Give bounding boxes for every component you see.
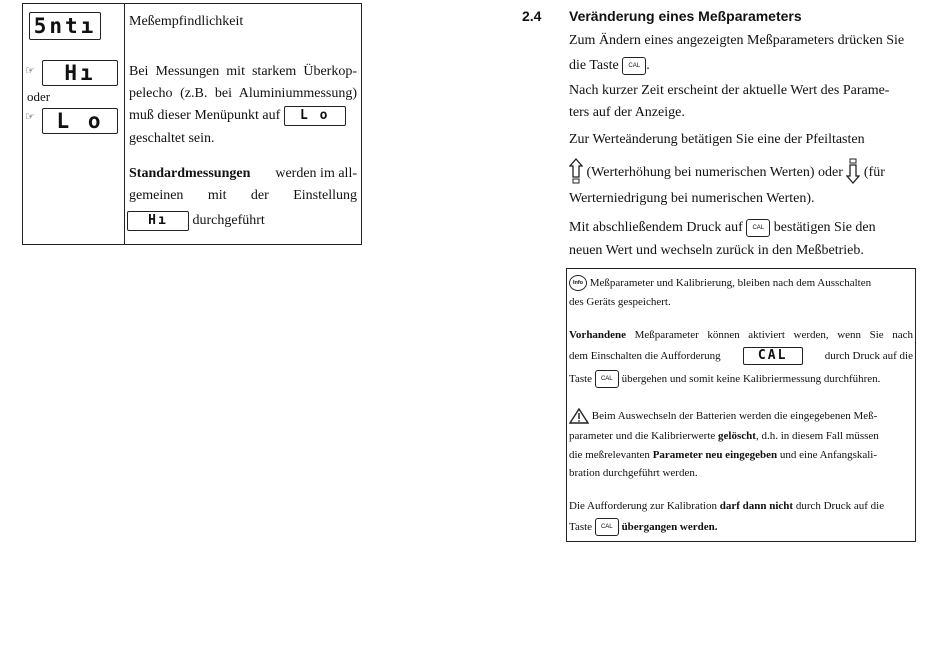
- bold-text: übergangen werden.: [621, 521, 718, 533]
- paragraph-line: Zur Werteänderung betätigen Sie eine der Pfeiltasten: [569, 132, 865, 147]
- lcd-display-hi-inline: [127, 211, 189, 231]
- lcd-text: 5ntı: [33, 14, 97, 38]
- text-span: die meßrelevanten: [569, 449, 650, 461]
- bold-text: Vorhandene: [569, 329, 627, 341]
- text-span: , d.h. in diesem Fall müssen: [755, 430, 879, 442]
- lcd-display-lo: [42, 108, 118, 134]
- key-label: CAL: [600, 524, 613, 531]
- text-span: Taste: [569, 521, 593, 533]
- text-span: Beim Auswechseln der Batterien werden die eingegebenen Meß-: [591, 410, 878, 422]
- text-span: die Taste: [569, 58, 619, 73]
- lcd-display-hi: [42, 60, 118, 86]
- text-span: durch Druck auf die: [824, 350, 913, 362]
- pointer-hand-icon: ☞: [25, 110, 35, 123]
- text-span: (für: [863, 165, 885, 180]
- text-span: muß dieser Menüpunkt auf: [129, 108, 281, 123]
- text-span: Mit abschließendem Druck auf: [569, 220, 743, 235]
- paragraph-line: [569, 158, 885, 184]
- text-span: Die Aufforderung zur Kalibration: [569, 500, 717, 512]
- bold-text: Standardmessungen: [129, 166, 251, 181]
- key-label: CAL: [752, 224, 765, 231]
- lcd-text: CAL: [757, 348, 788, 363]
- paragraph-line: [129, 105, 361, 127]
- or-label: oder: [27, 89, 51, 104]
- lcd-text: Hı: [148, 212, 168, 228]
- note-line: [569, 406, 913, 426]
- bold-text: darf dann nicht: [719, 500, 794, 512]
- paragraph-line: gemeinen mit der Einstellung: [129, 188, 357, 203]
- key-label: CAL: [628, 62, 641, 69]
- note-line: [569, 517, 913, 537]
- paragraph-line: [127, 210, 265, 232]
- table-divider: [124, 4, 125, 244]
- paragraph-line: geschaltet sein.: [129, 131, 215, 146]
- text-span: Taste: [569, 373, 593, 385]
- note-line: [569, 496, 913, 516]
- paragraph-line: Zum Ändern eines angezeigten Meßparameters drücken Sie: [569, 33, 905, 48]
- paragraph-line: ters auf der Anzeige.: [569, 105, 685, 120]
- note-line: des Geräts gespeichert.: [569, 296, 671, 308]
- cal-key-icon: [595, 370, 619, 388]
- text-span: .: [646, 58, 650, 73]
- warning-icon: [569, 408, 589, 424]
- note-line: [569, 426, 913, 446]
- note-line: [569, 369, 913, 389]
- note-line: [569, 445, 913, 465]
- paragraph-line: pelecho (z.B. bei Aluminiummessung): [129, 86, 357, 101]
- paragraph-line: [569, 55, 650, 77]
- table-heading: Meßempfindlichkeit: [129, 14, 244, 29]
- text-span: durchgeführt: [192, 213, 265, 228]
- text-span: durch Druck auf die: [795, 500, 885, 512]
- paragraph-line: Nach kurzer Zeit erscheint der aktuelle Wert des Parame-: [569, 83, 890, 98]
- bold-text: Parameter neu eingegeben: [652, 449, 778, 461]
- bold-text: gelöscht: [718, 430, 756, 442]
- lcd-text: Hı: [64, 61, 96, 85]
- key-label: CAL: [600, 376, 613, 383]
- text-span: und eine Anfangskali-: [779, 449, 878, 461]
- arrow-up-key-icon: [569, 158, 583, 184]
- cal-key-icon: [746, 219, 770, 237]
- paragraph-line: Werterniedrigung bei numerischen Werten).: [569, 191, 815, 206]
- paragraph-line: Bei Messungen mit starkem Überkop-: [129, 64, 357, 79]
- section-number: 2.4: [522, 8, 542, 24]
- text-span: Meßparameter können aktiviert werden, wenn Sie nach: [634, 329, 914, 341]
- text-span: bestätigen Sie den: [773, 220, 876, 235]
- section-title: Veränderung eines Meßparameters: [569, 8, 802, 24]
- lcd-display-cal: [743, 347, 803, 365]
- note-line: [569, 346, 913, 366]
- icon-label: Info: [572, 280, 584, 287]
- paragraph-line: [569, 217, 876, 239]
- note-line: bration durchgeführt werden.: [569, 467, 698, 479]
- paragraph-line: neuen Wert und wechseln zurück in den Meßbetrieb.: [569, 243, 864, 258]
- lcd-display-sensitivity: [29, 12, 101, 40]
- text-span: parameter und die Kalibrierwerte: [569, 430, 716, 442]
- text-span: dem Einschalten die Aufforderung: [569, 350, 721, 362]
- paragraph-line: [129, 163, 357, 185]
- text-span: werden im all-: [275, 166, 357, 181]
- pointer-hand-icon: ☞: [25, 64, 35, 77]
- lcd-display-lo-inline: [284, 106, 346, 126]
- info-icon: [569, 275, 587, 291]
- text-span: übergehen und somit keine Kalibriermessung durchführen.: [621, 373, 881, 385]
- lcd-text: L o: [56, 109, 104, 133]
- cal-key-icon: [595, 518, 619, 536]
- lcd-text: L o: [300, 107, 330, 123]
- text-span: (Werterhöhung bei numerischen Werten) oder: [586, 165, 843, 180]
- cal-key-icon: [622, 57, 646, 75]
- arrow-down-key-icon: [846, 158, 860, 184]
- text-span: Meßparameter und Kalibrierung, bleiben nach dem Ausschalten: [589, 277, 872, 289]
- note-line: [569, 273, 913, 293]
- note-line: [569, 325, 913, 345]
